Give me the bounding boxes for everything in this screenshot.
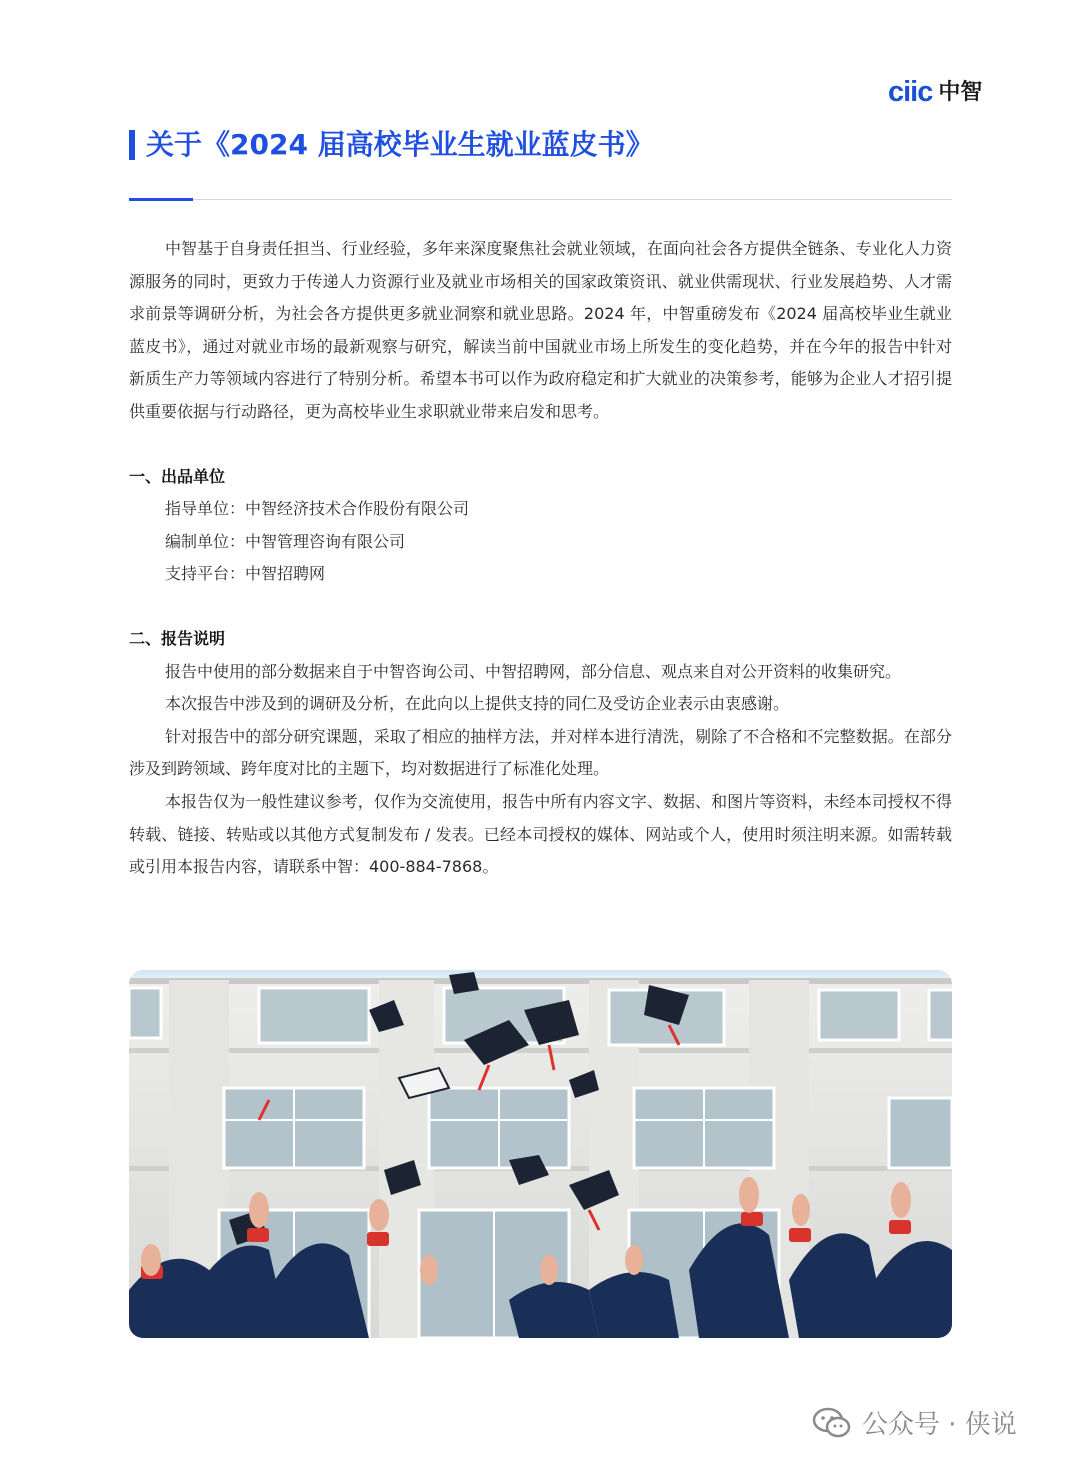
title-accent-bar bbox=[129, 130, 135, 160]
title-divider-accent bbox=[129, 198, 193, 201]
producer-item: 支持平台：中智招聘网 bbox=[165, 564, 326, 584]
watermark-text: 公众号 · 侠说 bbox=[862, 1410, 1017, 1440]
section-heading-producers: 一、出品单位 bbox=[129, 466, 226, 486]
document-body bbox=[129, 233, 952, 884]
section-heading-notes: 二、报告说明 bbox=[129, 628, 226, 648]
note-paragraph: 报告中使用的部分数据来自于中智咨询公司、中智招聘网，部分信息、观点来自对公开资料的收集研究。 bbox=[165, 661, 902, 681]
title-divider bbox=[129, 199, 952, 200]
logo-cn: 中智 bbox=[938, 79, 983, 105]
wechat-watermark bbox=[812, 1404, 1017, 1441]
page-title: 关于《2024 届高校毕业生就业蓝皮书》 bbox=[146, 128, 654, 161]
producer-item: 编制单位：中智管理咨询有限公司 bbox=[165, 531, 406, 551]
note-paragraph: 针对报告中的部分研究课题，采取了相应的抽样方法，并对样本进行清洗，剔除了不合格和不完整数据。在部分涉及到跨领域、跨年度对比的主题下，均对数据进行了标准化处理。 bbox=[129, 726, 952, 779]
producer-item: 指导单位：中智经济技术合作股份有限公司 bbox=[165, 499, 470, 519]
logo-mark: ciic bbox=[888, 76, 933, 108]
intro-paragraph: 中智基于自身责任担当、行业经验，多年来深度聚焦社会就业领域，在面向社会各方提供全链条、专业化人力资源服务的同时，更致力于传递人力资源行业及就业市场相关的国家政策资讯、就业供需现状、行业发展趋势、人才需求前景等调研分析，为社会各方提供更多就业洞察和就业思路。2024 年，中智重磅发布《2024 届高校毕业生就业蓝皮书》，通过对就业市场的最新观察与研究，解读当前中国就业市场上所发生的变化趋势，并在今年的报告中针对新质生产力等领域内容进行了特别分析。希望本书可以作为政府稳定和扩大就业的决策参考，能够为企业人才招引提供重要依据与行动路径，更为高校毕业生求职就业带来启发和思考。 bbox=[129, 239, 952, 421]
note-paragraph: 本报告仅为一般性建议参考，仅作为交流使用，报告中所有内容文字、数据、和图片等资料，未经本司授权不得转载、链接、转贴或以其他方式复制发布 / 发表。已经本司授权的媒体、网站或个人，使用时须注明来源。如需转载或引用本报告内容，请联系中智：400-884-7868。 bbox=[129, 791, 952, 877]
note-paragraph: 本次报告中涉及到的调研及分析，在此向以上提供支持的同仁及受访企业表示由衷感谢。 bbox=[165, 694, 790, 714]
graduation-photo bbox=[129, 970, 952, 1338]
ciic-logo bbox=[888, 78, 982, 107]
wechat-icon bbox=[812, 1406, 852, 1440]
